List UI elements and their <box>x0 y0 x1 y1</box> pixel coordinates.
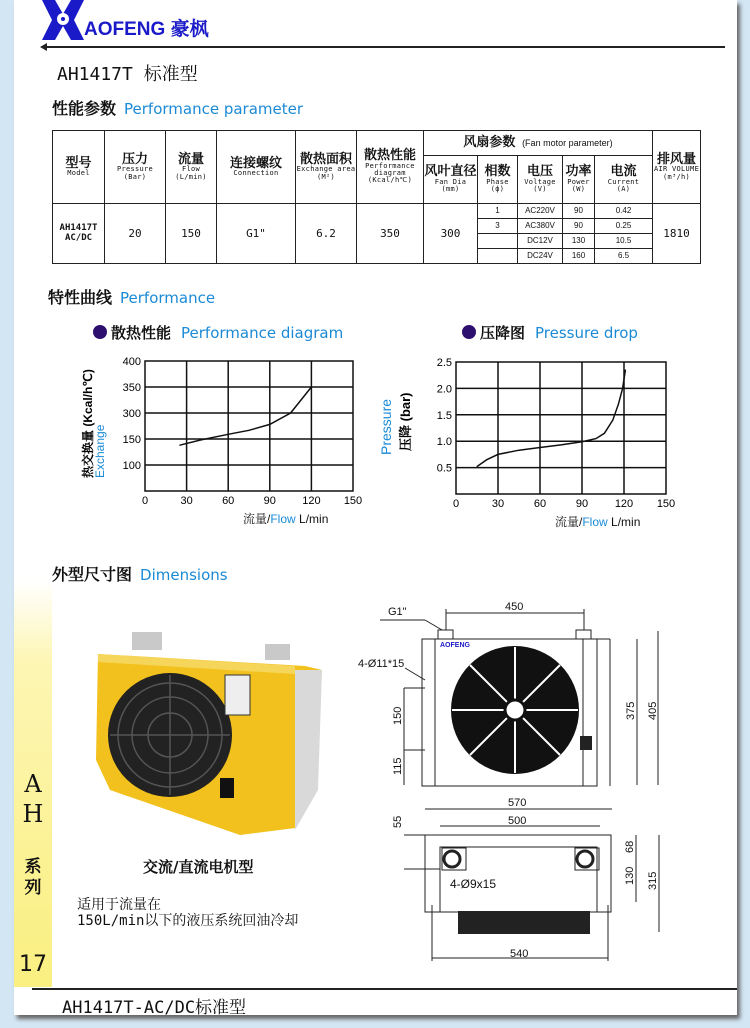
dim-500: 500 <box>508 815 527 827</box>
data-point <box>596 438 597 439</box>
bullet-icon <box>462 325 476 339</box>
x-tick-label: 120 <box>614 498 634 510</box>
x-tick-label: 30 <box>180 495 193 507</box>
y-tick-label: 1.5 <box>436 409 452 422</box>
series-label: 系 <box>24 857 42 877</box>
x-tick-label: 60 <box>533 498 547 510</box>
dim-68: 68 <box>624 840 636 853</box>
arrow-left-icon <box>40 43 47 51</box>
dim-540: 540 <box>510 948 529 960</box>
y-axis-label-en: Pressure <box>378 398 394 455</box>
y-tick-label: 2.0 <box>436 383 452 396</box>
y-tick-label: 300 <box>122 408 141 420</box>
data-point <box>618 404 619 405</box>
x-axis-label: 流量/Flow L/min <box>555 515 641 529</box>
y-tick-label: 400 <box>122 356 141 368</box>
y-tick-label: 100 <box>122 460 141 472</box>
data-point <box>200 440 201 441</box>
th-model: 型号 Model <box>53 131 105 204</box>
x-tick-label: 90 <box>575 498 589 510</box>
product-description: 适用于流量在 150L/min以下的液压系统回油冷却 <box>77 897 299 929</box>
th-flow: 流量 Flow (L/min) <box>166 131 217 204</box>
page-title: AH1417T 标准型 <box>57 64 198 85</box>
dim-150: 150 <box>392 706 404 725</box>
y-axis-label: 热交换量 (Kcal/h℃) <box>81 369 95 478</box>
svg-text:AOFENG: AOFENG <box>440 642 470 649</box>
y-tick-label: 0.5 <box>436 462 452 475</box>
data-point <box>498 454 499 455</box>
th-air-volume: 排风量 AIR VOLUME (m³/h) <box>653 131 701 204</box>
table-row: AH1417T AC/DC 20 150 G1" 6.2 350 300 1 AC220V 90 0.42 1810 <box>53 204 701 219</box>
chart1-title: 散热性能 Performance diagram <box>93 322 343 343</box>
dim-port: G1" <box>388 606 407 618</box>
page-number: 17 <box>19 952 47 977</box>
x-tick-label: 90 <box>263 495 276 507</box>
series-line <box>180 387 312 445</box>
data-point <box>561 444 562 445</box>
series-letter-a: A <box>24 770 42 798</box>
x-tick-label: 120 <box>302 495 321 507</box>
series-line <box>477 370 625 467</box>
product-photo <box>90 630 330 840</box>
dim-115: 115 <box>392 757 404 775</box>
x-tick-label: 150 <box>343 495 363 507</box>
x-tick-label: 0 <box>452 498 460 510</box>
data-point <box>604 433 605 434</box>
th-phase: 相数 Phase (ф) <box>478 156 518 204</box>
dim-570: 570 <box>508 797 527 809</box>
data-point <box>228 434 229 435</box>
product-caption: 交流/直流电机型 <box>143 858 254 876</box>
data-point <box>612 420 613 421</box>
dim-450: 450 <box>505 601 524 613</box>
y-tick-label: 2.5 <box>436 357 452 369</box>
footer-title: AH1417T-AC/DC标准型 <box>62 998 247 1018</box>
th-fan-group: 风扇参数 (Fan motor parameter) <box>424 131 653 156</box>
x-tick-label: 0 <box>141 495 149 507</box>
brand-name-cn: 豪枫 <box>170 19 209 40</box>
brand-name: AOFENG <box>84 19 166 40</box>
dim-55: 55 <box>392 815 404 828</box>
y-tick-label: 150 <box>122 434 141 446</box>
th-connection: 连接螺纹 Connection <box>217 131 296 204</box>
th-performance: 散热性能 Performance diagram (Kcal/h℃) <box>357 131 424 204</box>
data-point <box>582 441 583 442</box>
bullet-icon <box>93 325 107 339</box>
curves-section-title: 特性曲线 Performance <box>48 288 216 307</box>
performance-charts <box>0 340 750 540</box>
y-tick-label: 1.0 <box>436 436 452 449</box>
footer-divider <box>32 988 737 990</box>
data-point <box>540 447 541 448</box>
aofeng-logo-icon <box>42 0 84 40</box>
series-label-2: 列 <box>24 878 42 898</box>
x-tick-label: 30 <box>491 498 505 510</box>
th-area: 散热面积 Exchange area (M²) <box>296 131 357 204</box>
spec-section-title: 性能参数 Performance parameter <box>52 99 304 118</box>
data-point <box>477 466 478 467</box>
plot-area <box>456 362 666 494</box>
th-pressure: 压力 Pressure (Bar) <box>105 131 166 204</box>
data-point <box>179 445 180 446</box>
dim-holes-bottom: 4-Ø9x15 <box>450 877 497 891</box>
y-axis-label-en: Exchange <box>93 424 107 478</box>
th-power: 功率 Power (W) <box>563 156 595 204</box>
data-point <box>622 388 623 389</box>
table-row: 3 AC380V 90 0.25 <box>53 219 701 234</box>
series-letter-h: H <box>22 800 44 828</box>
data-point <box>269 424 270 425</box>
header-divider <box>44 46 725 48</box>
dim-315: 315 <box>647 871 659 890</box>
dimensions-section-title: 外型尺寸图 Dimensions <box>52 565 228 584</box>
spec-table <box>52 130 701 264</box>
dim-holes-side: 4-Ø11*15 <box>358 658 405 670</box>
dim-130: 130 <box>624 866 636 885</box>
series-sidebar <box>14 580 52 987</box>
dim-375: 375 <box>625 701 637 720</box>
data-point <box>290 413 291 414</box>
x-tick-label: 150 <box>656 498 676 510</box>
data-point <box>486 459 487 460</box>
x-axis-label: 流量/Flow L/min <box>243 512 329 526</box>
y-tick-label: 350 <box>122 382 141 394</box>
table-row: DC24V 160 6.5 <box>53 249 701 264</box>
data-point <box>625 369 626 370</box>
data-point <box>249 430 250 431</box>
data-point <box>519 450 520 451</box>
data-point <box>311 387 312 388</box>
th-fan-dia: 风叶直径 Fan Dia (mm) <box>424 156 478 204</box>
y-axis-label: 压降 (bar) <box>398 392 413 451</box>
plot-area <box>145 361 353 491</box>
dimension-drawing <box>358 595 670 975</box>
dim-405: 405 <box>647 701 659 720</box>
th-current: 电流 Current (A) <box>595 156 653 204</box>
chart2-title: 压降图 Pressure drop <box>462 322 638 343</box>
th-voltage: 电压 Voltage (V) <box>518 156 563 204</box>
x-tick-label: 60 <box>222 495 235 507</box>
table-row: DC12V 130 10.5 <box>53 234 701 249</box>
